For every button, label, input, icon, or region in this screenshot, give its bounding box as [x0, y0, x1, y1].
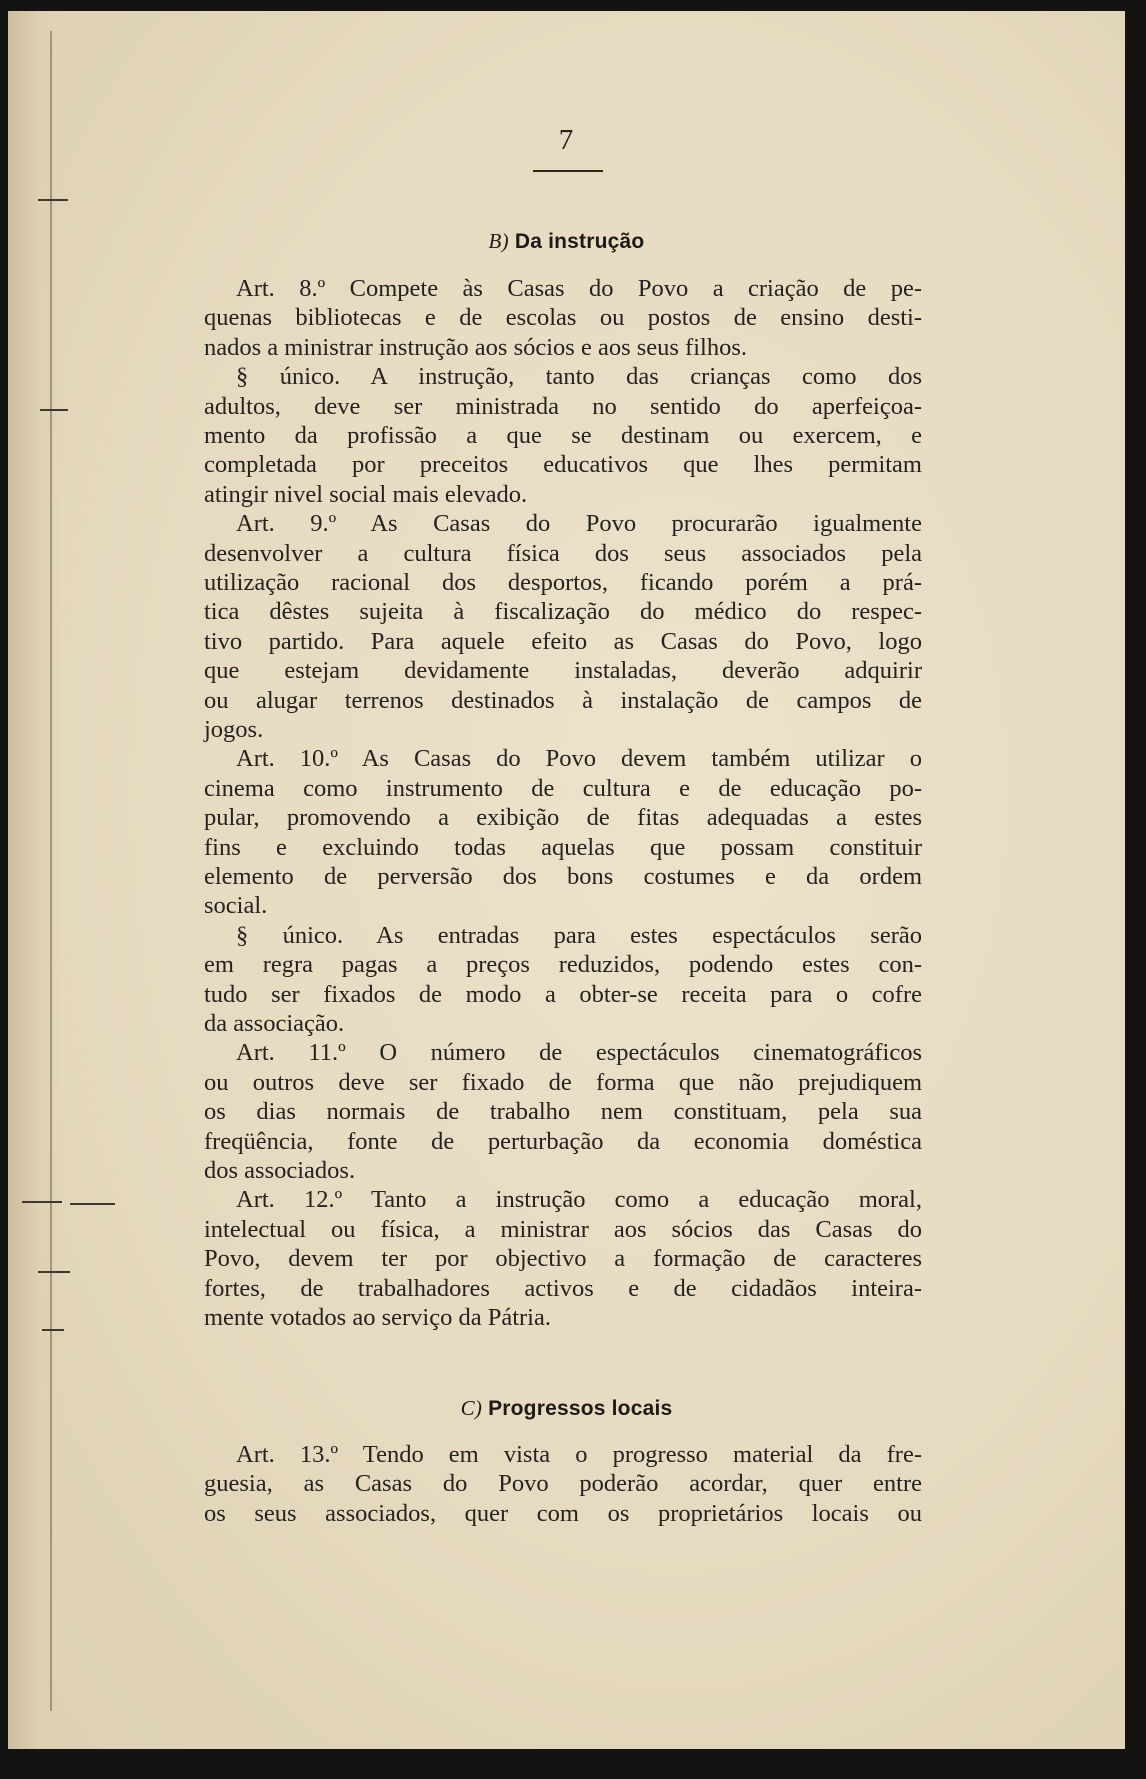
text-line: mente votados ao serviço da Pátria. — [204, 1304, 551, 1331]
section-title: Progressos locais — [488, 1397, 673, 1420]
text-line: dos associados. — [204, 1157, 356, 1184]
text-line: ou alugar terrenos destinados à instalação de campos de — [204, 686, 922, 714]
text-line: desenvolver a cultura física dos seus associados pela — [204, 539, 922, 567]
page-spine-shadow — [8, 11, 62, 1749]
text-line: os dias normais de trabalho nem constituam, pela sua — [204, 1098, 922, 1126]
text-line: Art. 12.º Tanto a instrução como a educação moral, — [236, 1186, 922, 1214]
text-line: jogos. — [204, 716, 264, 743]
margin-mark — [70, 1203, 115, 1205]
text-line: utilização racional dos desportos, ficando porém a prá- — [204, 569, 922, 596]
text-line: fins e excluindo todas aquelas que possam constituir — [204, 833, 922, 861]
text-line: Art. 13.º Tendo em vista o progresso material da fre- — [236, 1441, 922, 1468]
text-line: Art. 9.º As Casas do Povo procurarão igualmente — [236, 510, 922, 538]
margin-mark — [38, 1271, 70, 1273]
page-number: 7 — [558, 124, 574, 156]
text-line: elemento de perversão dos bons costumes e da ordem — [204, 863, 922, 890]
text-line: os seus associados, quer com os proprietários locais ou — [204, 1499, 922, 1527]
text-line: mento da profissão a que se destinam ou exercem, e — [204, 422, 922, 449]
text-line: Art. 10.º As Casas do Povo devem também utilizar o — [236, 745, 922, 773]
section-letter: C) — [460, 1396, 483, 1420]
text-line: pular, promovendo a exibição de fitas adequadas a estes — [204, 804, 922, 832]
margin-mark — [38, 199, 68, 201]
text-line: adultos, deve ser ministrada no sentido do aperfeiçoa- — [204, 392, 922, 420]
margin-mark — [22, 1201, 62, 1203]
margin-mark — [42, 1329, 64, 1331]
text-line: da associação. — [204, 1010, 345, 1037]
text-line: Art. 8.º Compete às Casas do Povo a criação de pe- — [236, 275, 922, 302]
margin-mark — [40, 409, 68, 411]
text-line: cinema como instrumento de cultura e de educação po- — [204, 774, 922, 802]
text-line: freqüência, fonte de perturbação da economia doméstica — [204, 1127, 922, 1155]
text-line: em regra pagas a preços reduzidos, podendo estes con- — [204, 951, 922, 979]
text-line: atingir nivel social mais elevado. — [204, 480, 528, 508]
text-line: guesia, as Casas do Povo poderão acordar, quer entre — [204, 1470, 922, 1498]
section-letter: B) — [488, 229, 509, 253]
text-line: ou outros deve ser fixado de forma que não prejudiquem — [204, 1068, 922, 1096]
section-heading-b — [8, 229, 1125, 254]
text-line: intelectual ou física, a ministrar aos sócios das Casas do — [204, 1215, 922, 1243]
text-line: Art. 11.º O número de espectáculos cinematográficos — [236, 1039, 922, 1067]
text-line: social. — [204, 892, 268, 920]
text-line: tica dêstes sujeita à fiscalização do médico do respec- — [204, 598, 922, 626]
page-edge-line — [50, 31, 52, 1711]
page-number-rule — [533, 170, 603, 172]
text-line: que estejam devidamente instaladas, deverão adquirir — [204, 657, 922, 685]
text-line: § único. As entradas para estes espectáculos serão — [236, 921, 922, 949]
text-line: fortes, de trabalhadores activos e de cidadãos inteira- — [204, 1274, 922, 1302]
text-line: completada por preceitos educativos que lhes permitam — [204, 451, 922, 479]
text-line: quenas bibliotecas e de escolas ou postos de ensino desti- — [204, 304, 922, 332]
section-title: Da instrução — [514, 230, 645, 253]
text-line: nados a ministrar instrução aos sócios e aos seus filhos. — [204, 333, 747, 361]
section-heading-c — [8, 1396, 1125, 1421]
text-line: Povo, devem ter por objectivo a formação de caracteres — [204, 1245, 922, 1273]
text-line: tudo ser fixados de modo a obter-se receita para o cofre — [204, 980, 922, 1008]
text-line: § único. A instrução, tanto das crianças como dos — [236, 363, 922, 391]
text-line: tivo partido. Para aquele efeito as Casas do Povo, logo — [204, 627, 922, 655]
book-page — [8, 11, 1125, 1749]
